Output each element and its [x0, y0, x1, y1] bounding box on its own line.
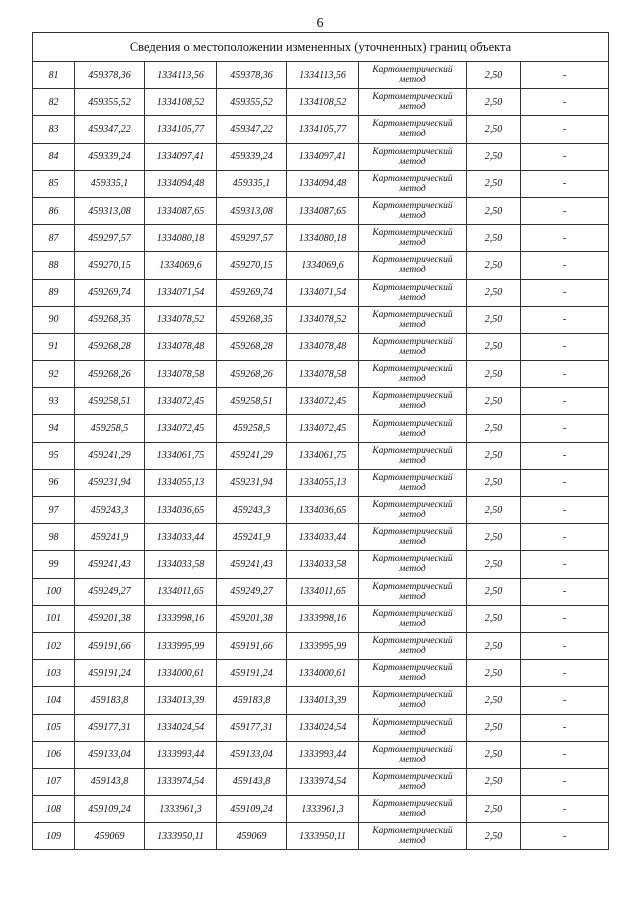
refined-y-cell: 1334087,65	[287, 197, 359, 224]
refined-x-cell: 459258,51	[217, 388, 287, 415]
accuracy-cell: 2,50	[467, 660, 521, 687]
existing-y-cell: 1334072,45	[145, 388, 217, 415]
point-number-cell: 95	[33, 442, 75, 469]
method-cell: Картометрический метод	[359, 660, 467, 687]
refined-y-cell: 1334033,58	[287, 551, 359, 578]
existing-x-cell: 459191,24	[75, 660, 145, 687]
refined-x-cell: 459313,08	[217, 197, 287, 224]
accuracy-cell: 2,50	[467, 714, 521, 741]
refined-y-cell: 1334013,39	[287, 687, 359, 714]
point-number-cell: 88	[33, 252, 75, 279]
existing-y-cell: 1334071,54	[145, 279, 217, 306]
existing-x-cell: 459177,31	[75, 714, 145, 741]
refined-x-cell: 459241,29	[217, 442, 287, 469]
table-row	[33, 89, 609, 116]
point-number-cell: 109	[33, 823, 75, 850]
existing-y-cell: 1334072,45	[145, 415, 217, 442]
table-row	[33, 714, 609, 741]
existing-x-cell: 459249,27	[75, 578, 145, 605]
accuracy-cell: 2,50	[467, 741, 521, 768]
table-row	[33, 578, 609, 605]
method-cell: Картометрический метод	[359, 170, 467, 197]
existing-y-cell: 1334094,48	[145, 170, 217, 197]
note-cell: -	[521, 524, 609, 551]
accuracy-cell: 2,50	[467, 62, 521, 89]
note-cell: -	[521, 469, 609, 496]
existing-x-cell: 459297,57	[75, 225, 145, 252]
refined-x-cell: 459269,74	[217, 279, 287, 306]
accuracy-cell: 2,50	[467, 796, 521, 823]
existing-y-cell: 1334013,39	[145, 687, 217, 714]
accuracy-cell: 2,50	[467, 551, 521, 578]
existing-y-cell: 1333995,99	[145, 632, 217, 659]
existing-x-cell: 459243,3	[75, 497, 145, 524]
refined-y-cell: 1334072,45	[287, 388, 359, 415]
point-number-cell: 92	[33, 361, 75, 388]
refined-x-cell: 459143,8	[217, 768, 287, 795]
refined-y-cell: 1334072,45	[287, 415, 359, 442]
point-number-cell: 84	[33, 143, 75, 170]
existing-y-cell: 1334011,65	[145, 578, 217, 605]
existing-x-cell: 459347,22	[75, 116, 145, 143]
note-cell: -	[521, 89, 609, 116]
refined-y-cell: 1334097,41	[287, 143, 359, 170]
table-row	[33, 225, 609, 252]
existing-y-cell: 1334097,41	[145, 143, 217, 170]
table-row	[33, 306, 609, 333]
refined-y-cell: 1334078,58	[287, 361, 359, 388]
refined-y-cell: 1334024,54	[287, 714, 359, 741]
existing-y-cell: 1333998,16	[145, 605, 217, 632]
existing-x-cell: 459258,5	[75, 415, 145, 442]
method-cell: Картометрический метод	[359, 524, 467, 551]
refined-x-cell: 459355,52	[217, 89, 287, 116]
table-row	[33, 741, 609, 768]
table-row	[33, 660, 609, 687]
note-cell: -	[521, 714, 609, 741]
refined-y-cell: 1334078,52	[287, 306, 359, 333]
existing-y-cell: 1334105,77	[145, 116, 217, 143]
accuracy-cell: 2,50	[467, 252, 521, 279]
note-cell: -	[521, 741, 609, 768]
existing-x-cell: 459335,1	[75, 170, 145, 197]
note-cell: -	[521, 197, 609, 224]
existing-x-cell: 459143,8	[75, 768, 145, 795]
refined-y-cell: 1334105,77	[287, 116, 359, 143]
refined-x-cell: 459183,8	[217, 687, 287, 714]
point-number-cell: 100	[33, 578, 75, 605]
table-row	[33, 197, 609, 224]
accuracy-cell: 2,50	[467, 415, 521, 442]
accuracy-cell: 2,50	[467, 632, 521, 659]
refined-y-cell: 1334055,13	[287, 469, 359, 496]
note-cell: -	[521, 768, 609, 795]
method-cell: Картометрический метод	[359, 796, 467, 823]
point-number-cell: 90	[33, 306, 75, 333]
accuracy-cell: 2,50	[467, 116, 521, 143]
note-cell: -	[521, 306, 609, 333]
existing-x-cell: 459231,94	[75, 469, 145, 496]
page-number: 6	[316, 16, 324, 31]
method-cell: Картометрический метод	[359, 442, 467, 469]
table-row	[33, 605, 609, 632]
accuracy-cell: 2,50	[467, 687, 521, 714]
table-body	[33, 33, 609, 850]
refined-x-cell: 459231,94	[217, 469, 287, 496]
note-cell: -	[521, 143, 609, 170]
table-title-row	[33, 33, 609, 62]
accuracy-cell: 2,50	[467, 442, 521, 469]
accuracy-cell: 2,50	[467, 89, 521, 116]
table-row	[33, 415, 609, 442]
method-cell: Картометрический метод	[359, 714, 467, 741]
existing-x-cell: 459378,36	[75, 62, 145, 89]
point-number-cell: 96	[33, 469, 75, 496]
table-row	[33, 469, 609, 496]
refined-x-cell: 459268,28	[217, 333, 287, 360]
point-number-cell: 93	[33, 388, 75, 415]
note-cell: -	[521, 687, 609, 714]
existing-y-cell: 1334033,44	[145, 524, 217, 551]
method-cell: Картометрический метод	[359, 551, 467, 578]
method-cell: Картометрический метод	[359, 605, 467, 632]
point-number-cell: 87	[33, 225, 75, 252]
accuracy-cell: 2,50	[467, 333, 521, 360]
existing-y-cell: 1334033,58	[145, 551, 217, 578]
point-number-cell: 105	[33, 714, 75, 741]
method-cell: Картометрический метод	[359, 578, 467, 605]
point-number-cell: 89	[33, 279, 75, 306]
existing-y-cell: 1334080,18	[145, 225, 217, 252]
refined-y-cell: 1334033,44	[287, 524, 359, 551]
existing-y-cell: 1334055,13	[145, 469, 217, 496]
note-cell: -	[521, 279, 609, 306]
table-row	[33, 823, 609, 850]
refined-x-cell: 459133,04	[217, 741, 287, 768]
existing-y-cell: 1334069,6	[145, 252, 217, 279]
table-row	[33, 388, 609, 415]
boundary-coordinates-table	[32, 32, 609, 850]
point-number-cell: 99	[33, 551, 75, 578]
accuracy-cell: 2,50	[467, 768, 521, 795]
existing-x-cell: 459258,51	[75, 388, 145, 415]
refined-y-cell: 1334080,18	[287, 225, 359, 252]
existing-y-cell: 1333950,11	[145, 823, 217, 850]
method-cell: Картометрический метод	[359, 252, 467, 279]
refined-x-cell: 459191,66	[217, 632, 287, 659]
table-row	[33, 524, 609, 551]
accuracy-cell: 2,50	[467, 388, 521, 415]
method-cell: Картометрический метод	[359, 823, 467, 850]
refined-x-cell: 459191,24	[217, 660, 287, 687]
method-cell: Картометрический метод	[359, 306, 467, 333]
note-cell: -	[521, 170, 609, 197]
existing-y-cell: 1334087,65	[145, 197, 217, 224]
accuracy-cell: 2,50	[467, 823, 521, 850]
note-cell: -	[521, 333, 609, 360]
existing-y-cell: 1334108,52	[145, 89, 217, 116]
method-cell: Картометрический метод	[359, 225, 467, 252]
refined-x-cell: 459347,22	[217, 116, 287, 143]
point-number-cell: 83	[33, 116, 75, 143]
refined-y-cell: 1334071,54	[287, 279, 359, 306]
point-number-cell: 97	[33, 497, 75, 524]
refined-x-cell: 459335,1	[217, 170, 287, 197]
note-cell: -	[521, 660, 609, 687]
accuracy-cell: 2,50	[467, 143, 521, 170]
method-cell: Картометрический метод	[359, 632, 467, 659]
table-row	[33, 143, 609, 170]
accuracy-cell: 2,50	[467, 170, 521, 197]
existing-x-cell: 459268,26	[75, 361, 145, 388]
refined-y-cell: 1334036,65	[287, 497, 359, 524]
accuracy-cell: 2,50	[467, 605, 521, 632]
refined-x-cell: 459241,43	[217, 551, 287, 578]
method-cell: Картометрический метод	[359, 197, 467, 224]
refined-y-cell: 1334069,6	[287, 252, 359, 279]
refined-y-cell: 1334000,61	[287, 660, 359, 687]
point-number-cell: 101	[33, 605, 75, 632]
note-cell: -	[521, 605, 609, 632]
existing-x-cell: 459133,04	[75, 741, 145, 768]
table-row	[33, 497, 609, 524]
table-row	[33, 768, 609, 795]
refined-y-cell: 1333995,99	[287, 632, 359, 659]
existing-y-cell: 1334078,48	[145, 333, 217, 360]
note-cell: -	[521, 361, 609, 388]
accuracy-cell: 2,50	[467, 361, 521, 388]
refined-y-cell: 1334061,75	[287, 442, 359, 469]
note-cell: -	[521, 796, 609, 823]
existing-y-cell: 1334061,75	[145, 442, 217, 469]
table-row	[33, 116, 609, 143]
existing-x-cell: 459191,66	[75, 632, 145, 659]
accuracy-cell: 2,50	[467, 578, 521, 605]
table-row	[33, 62, 609, 89]
refined-x-cell: 459243,3	[217, 497, 287, 524]
refined-y-cell: 1334094,48	[287, 170, 359, 197]
refined-y-cell: 1333993,44	[287, 741, 359, 768]
refined-y-cell: 1333998,16	[287, 605, 359, 632]
existing-y-cell: 1333961,3	[145, 796, 217, 823]
table-row	[33, 279, 609, 306]
point-number-cell: 81	[33, 62, 75, 89]
table-row	[33, 551, 609, 578]
table-row	[33, 687, 609, 714]
note-cell: -	[521, 823, 609, 850]
refined-y-cell: 1334078,48	[287, 333, 359, 360]
point-number-cell: 104	[33, 687, 75, 714]
note-cell: -	[521, 632, 609, 659]
existing-y-cell: 1334078,52	[145, 306, 217, 333]
point-number-cell: 91	[33, 333, 75, 360]
note-cell: -	[521, 551, 609, 578]
existing-x-cell: 459269,74	[75, 279, 145, 306]
point-number-cell: 102	[33, 632, 75, 659]
existing-x-cell: 459270,15	[75, 252, 145, 279]
accuracy-cell: 2,50	[467, 197, 521, 224]
method-cell: Картометрический метод	[359, 333, 467, 360]
existing-y-cell: 1334000,61	[145, 660, 217, 687]
method-cell: Картометрический метод	[359, 388, 467, 415]
existing-x-cell: 459201,38	[75, 605, 145, 632]
accuracy-cell: 2,50	[467, 497, 521, 524]
refined-x-cell: 459069	[217, 823, 287, 850]
table-row	[33, 796, 609, 823]
point-number-cell: 108	[33, 796, 75, 823]
existing-y-cell: 1334113,56	[145, 62, 217, 89]
table-row	[33, 333, 609, 360]
method-cell: Картометрический метод	[359, 415, 467, 442]
refined-x-cell: 459201,38	[217, 605, 287, 632]
existing-x-cell: 459069	[75, 823, 145, 850]
refined-x-cell: 459258,5	[217, 415, 287, 442]
method-cell: Картометрический метод	[359, 279, 467, 306]
existing-x-cell: 459268,28	[75, 333, 145, 360]
method-cell: Картометрический метод	[359, 768, 467, 795]
refined-y-cell: 1333974,54	[287, 768, 359, 795]
note-cell: -	[521, 252, 609, 279]
point-number-cell: 86	[33, 197, 75, 224]
method-cell: Картометрический метод	[359, 741, 467, 768]
existing-x-cell: 459313,08	[75, 197, 145, 224]
note-cell: -	[521, 225, 609, 252]
existing-x-cell: 459241,43	[75, 551, 145, 578]
point-number-cell: 107	[33, 768, 75, 795]
note-cell: -	[521, 415, 609, 442]
method-cell: Картометрический метод	[359, 89, 467, 116]
accuracy-cell: 2,50	[467, 469, 521, 496]
refined-x-cell: 459109,24	[217, 796, 287, 823]
existing-x-cell: 459241,9	[75, 524, 145, 551]
refined-x-cell: 459249,27	[217, 578, 287, 605]
table-row	[33, 442, 609, 469]
note-cell: -	[521, 578, 609, 605]
table-row	[33, 252, 609, 279]
method-cell: Картометрический метод	[359, 62, 467, 89]
method-cell: Картометрический метод	[359, 361, 467, 388]
refined-y-cell: 1334011,65	[287, 578, 359, 605]
refined-x-cell: 459177,31	[217, 714, 287, 741]
refined-x-cell: 459339,24	[217, 143, 287, 170]
point-number-cell: 106	[33, 741, 75, 768]
point-number-cell: 82	[33, 89, 75, 116]
note-cell: -	[521, 497, 609, 524]
accuracy-cell: 2,50	[467, 524, 521, 551]
refined-y-cell: 1334108,52	[287, 89, 359, 116]
refined-x-cell: 459268,26	[217, 361, 287, 388]
refined-x-cell: 459378,36	[217, 62, 287, 89]
method-cell: Картометрический метод	[359, 497, 467, 524]
note-cell: -	[521, 116, 609, 143]
table-title: Сведения о местоположении измененных (уточненных) границ объекта	[33, 33, 609, 62]
note-cell: -	[521, 62, 609, 89]
table-row	[33, 632, 609, 659]
note-cell: -	[521, 388, 609, 415]
method-cell: Картометрический метод	[359, 116, 467, 143]
existing-x-cell: 459355,52	[75, 89, 145, 116]
refined-y-cell: 1334113,56	[287, 62, 359, 89]
table-row	[33, 170, 609, 197]
existing-y-cell: 1333993,44	[145, 741, 217, 768]
point-number-cell: 85	[33, 170, 75, 197]
table-row	[33, 361, 609, 388]
accuracy-cell: 2,50	[467, 306, 521, 333]
refined-x-cell: 459268,35	[217, 306, 287, 333]
existing-x-cell: 459109,24	[75, 796, 145, 823]
existing-y-cell: 1334078,58	[145, 361, 217, 388]
existing-y-cell: 1334036,65	[145, 497, 217, 524]
accuracy-cell: 2,50	[467, 225, 521, 252]
accuracy-cell: 2,50	[467, 279, 521, 306]
point-number-cell: 98	[33, 524, 75, 551]
refined-x-cell: 459241,9	[217, 524, 287, 551]
existing-x-cell: 459339,24	[75, 143, 145, 170]
point-number-cell: 103	[33, 660, 75, 687]
note-cell: -	[521, 442, 609, 469]
refined-y-cell: 1333961,3	[287, 796, 359, 823]
refined-y-cell: 1333950,11	[287, 823, 359, 850]
existing-y-cell: 1334024,54	[145, 714, 217, 741]
point-number-cell: 94	[33, 415, 75, 442]
refined-x-cell: 459297,57	[217, 225, 287, 252]
existing-x-cell: 459268,35	[75, 306, 145, 333]
existing-x-cell: 459183,8	[75, 687, 145, 714]
existing-y-cell: 1333974,54	[145, 768, 217, 795]
refined-x-cell: 459270,15	[217, 252, 287, 279]
existing-x-cell: 459241,29	[75, 442, 145, 469]
method-cell: Картометрический метод	[359, 469, 467, 496]
method-cell: Картометрический метод	[359, 687, 467, 714]
method-cell: Картометрический метод	[359, 143, 467, 170]
